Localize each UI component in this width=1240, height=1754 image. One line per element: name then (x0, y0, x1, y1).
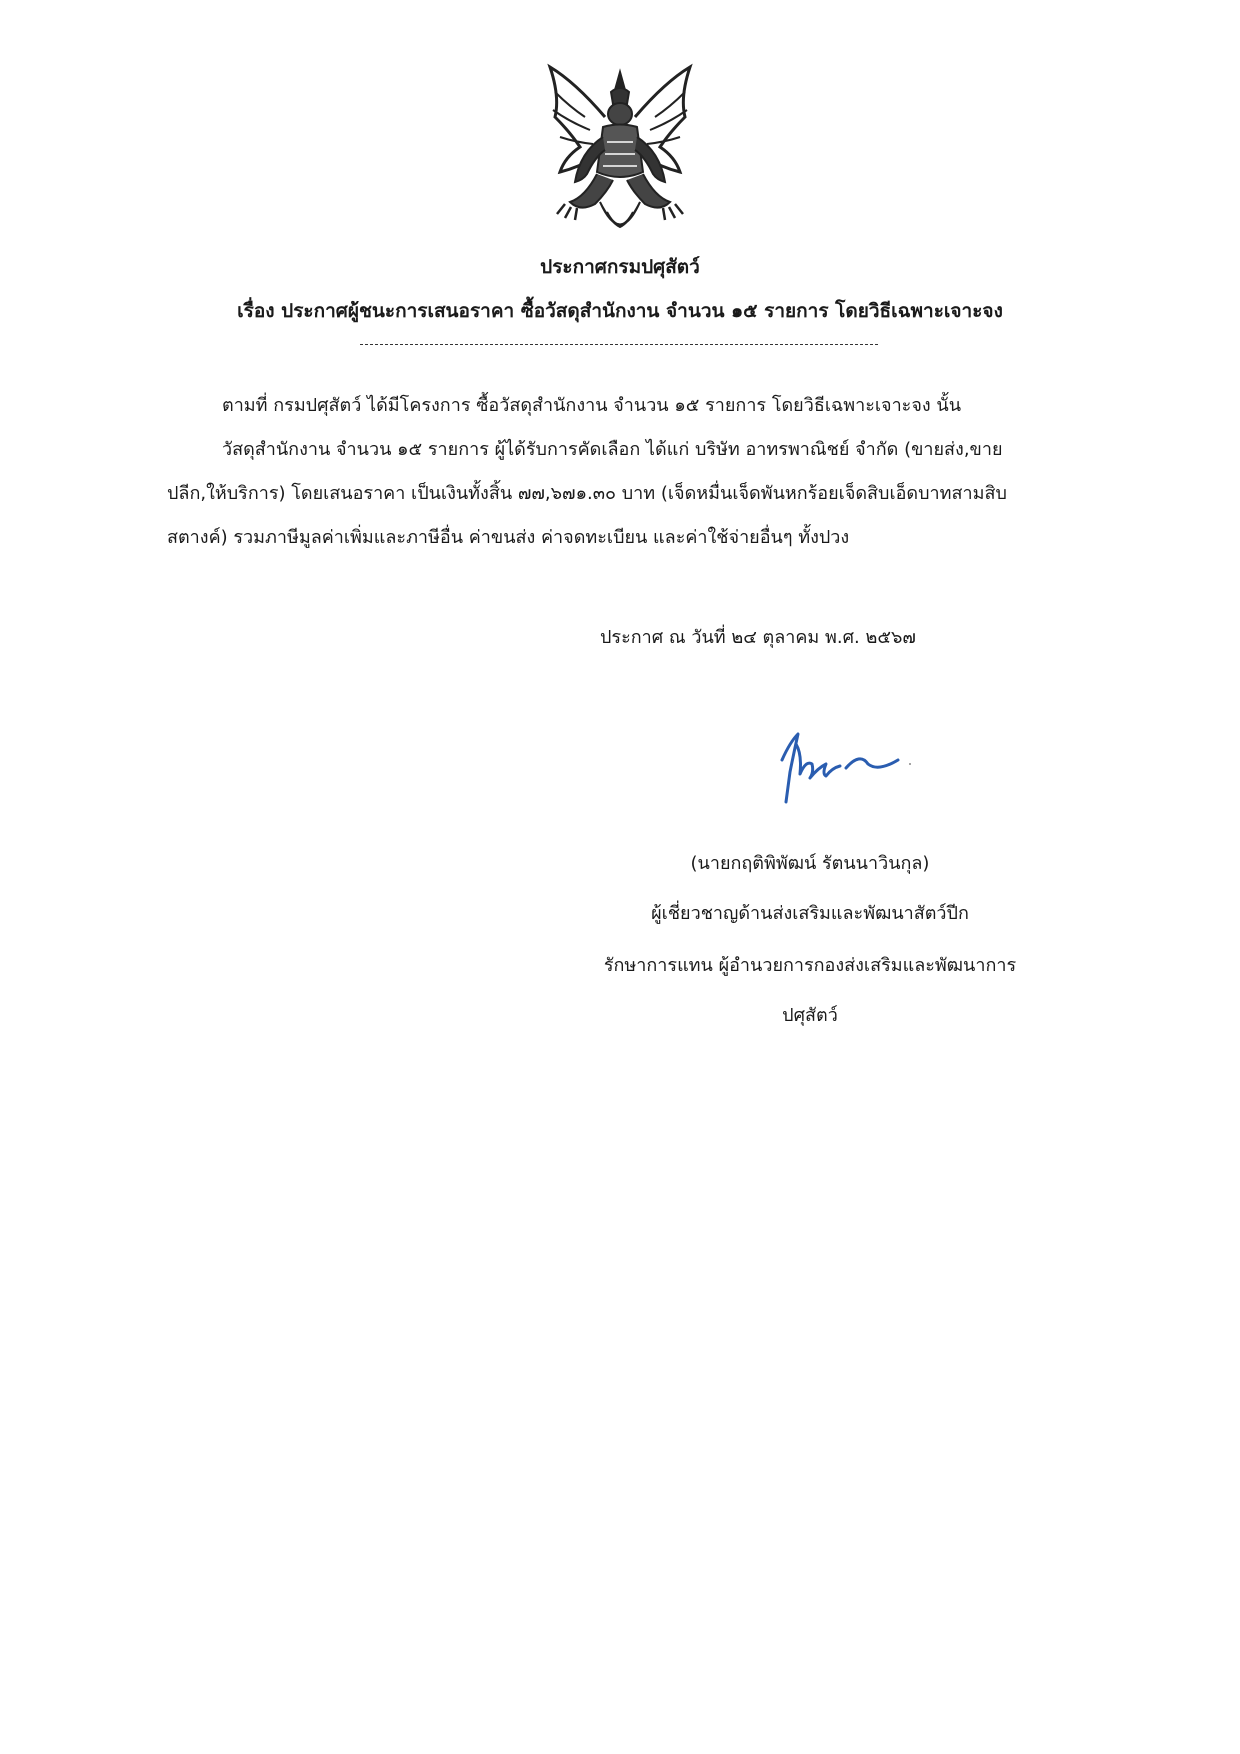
document-title: ประกาศกรมปศุสัตว์ (540, 256, 700, 278)
body-line-3: ปลีก,ให้บริการ) โดยเสนอราคา เป็นเงินทั้งสิ้น ๗๗,๖๗๑.๓๐ บาท (เจ็ดหมื่นเจ็ดพันหกร้อยเจ็ดสิบเอ็ดบาทสามสิบ (167, 483, 1007, 504)
divider (360, 344, 878, 345)
body-line-2: วัสดุสำนักงาน จำนวน ๑๕ รายการ ผู้ได้รับการคัดเลือก ได้แก่ บริษัท อาทรพาณิชย์ จำกัด (ขายส่ง,ขาย (222, 439, 1003, 460)
signatory-acting-role: รักษาการแทน ผู้อำนวยการกองส่งเสริมและพัฒนาการ (603, 955, 1017, 976)
body-line-4: สตางค์) รวมภาษีมูลค่าเพิ่มและภาษีอื่น ค่าขนส่ง ค่าจดทะเบียน และค่าใช้จ่ายอื่นๆ ทั้งปวง (167, 527, 850, 548)
garuda-emblem-icon (535, 62, 705, 247)
signatory-position: ผู้เชี่ยวชาญด้านส่งเสริมและพัฒนาสัตว์ปีก (651, 903, 969, 924)
signatory-division: ปศุสัตว์ (782, 1005, 838, 1026)
document-subject: เรื่อง ประกาศผู้ชนะการเสนอราคา ซื้อวัสดุสำนักงาน จำนวน ๑๕ รายการ โดยวิธีเฉพาะเจาะจง (237, 300, 1003, 322)
signatory-name: (นายกฤติพิพัฒน์ รัตนนาวินกุล) (690, 853, 930, 874)
announcement-date: ประกาศ ณ วันที่ ๒๔ ตุลาคม พ.ศ. ๒๕๖๗ (600, 627, 916, 648)
handwritten-signature (760, 702, 920, 812)
body-line-1: ตามที่ กรมปศุสัตว์ ได้มีโครงการ ซื้อวัสดุสำนักงาน จำนวน ๑๕ รายการ โดยวิธีเฉพาะเจาะจง นั้น (222, 395, 962, 416)
